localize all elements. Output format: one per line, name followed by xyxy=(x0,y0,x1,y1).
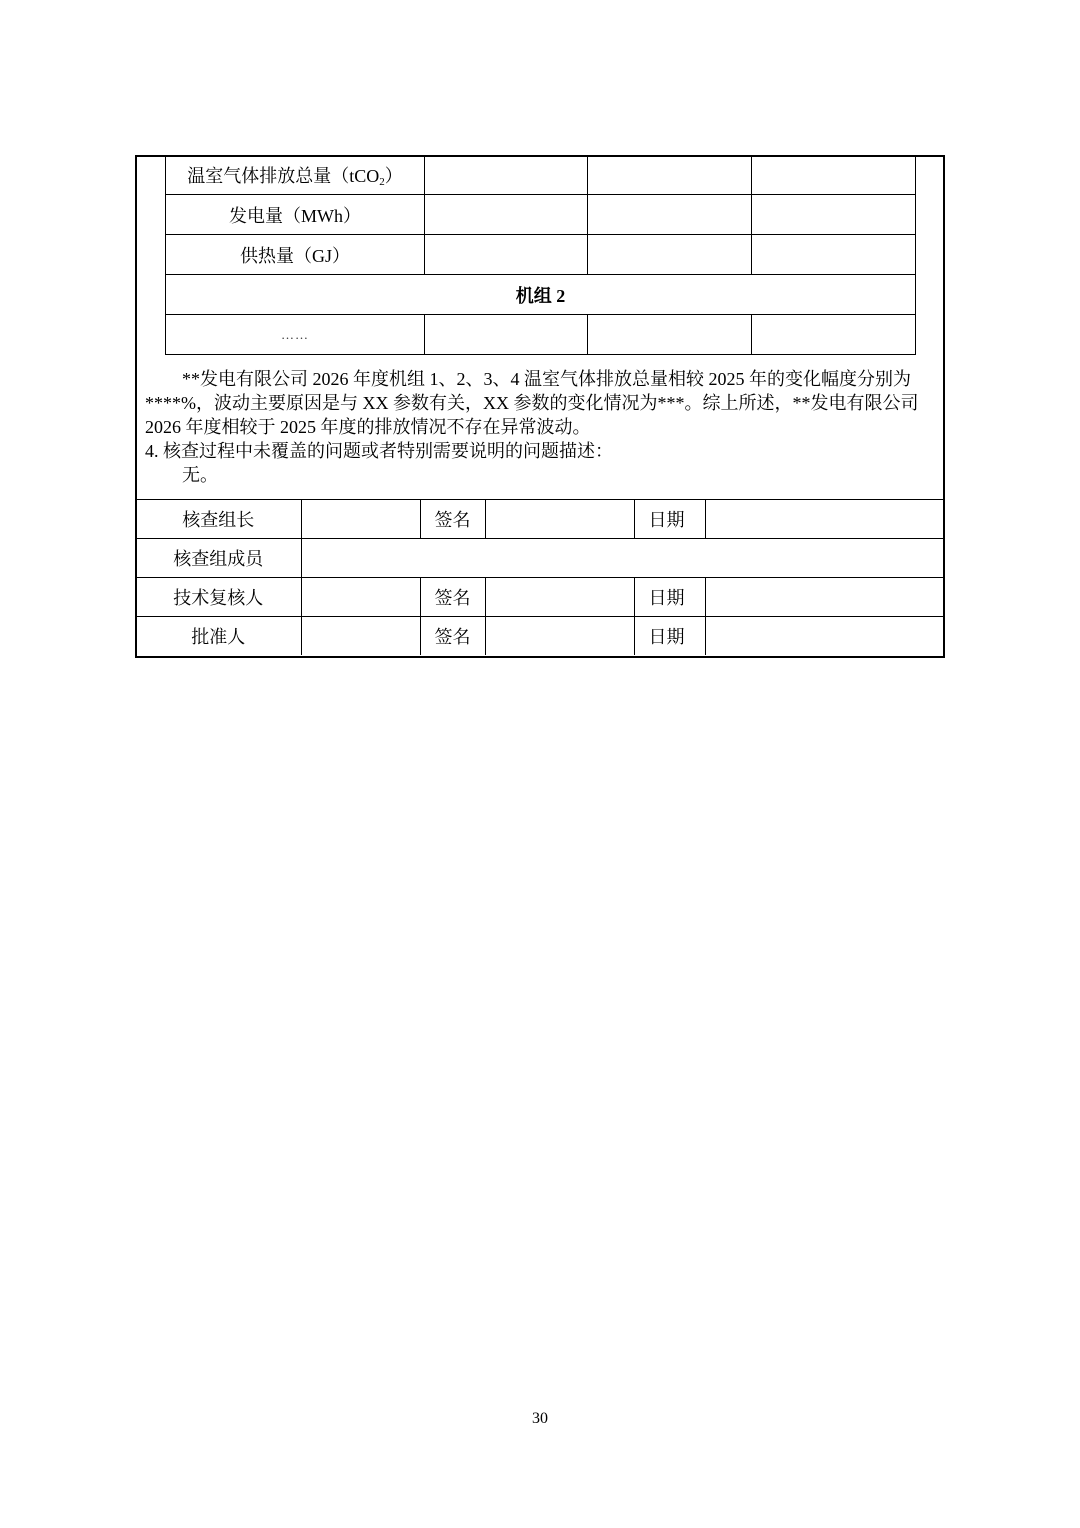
table-row xyxy=(166,315,916,355)
signoff-row-approver xyxy=(136,617,944,656)
item4-answer: 无。 xyxy=(182,465,218,485)
leader-date-field[interactable] xyxy=(705,500,944,539)
table-cell xyxy=(588,195,752,235)
table-cell xyxy=(752,235,916,275)
table-cell xyxy=(425,195,588,235)
sign-label: 签名 xyxy=(420,578,485,617)
date-label: 日期 xyxy=(634,617,705,656)
approver-signature-field[interactable] xyxy=(485,617,634,656)
table-row xyxy=(166,195,916,235)
table-cell xyxy=(588,155,752,195)
emission-data-table xyxy=(165,155,916,355)
signoff-table xyxy=(136,499,944,655)
table-cell xyxy=(425,155,588,195)
table-cell xyxy=(588,235,752,275)
signoff-row-leader xyxy=(136,500,944,539)
approver-name-field[interactable] xyxy=(301,617,420,656)
table-cell xyxy=(752,195,916,235)
signoff-row-reviewer xyxy=(136,578,944,617)
signoff-row-members xyxy=(136,539,944,578)
table-row xyxy=(166,275,916,315)
members-label: 核查组成员 xyxy=(136,539,301,578)
date-label: 日期 xyxy=(634,500,705,539)
date-label: 日期 xyxy=(634,578,705,617)
item4-heading: 4. 核查过程中未覆盖的问题或者特别需要说明的问题描述： xyxy=(145,441,613,461)
leader-name-field[interactable] xyxy=(301,500,420,539)
approver-label: 批准人 xyxy=(136,617,301,656)
table-row xyxy=(166,155,916,195)
members-field[interactable] xyxy=(301,539,944,578)
row-label-total-emission: 温室气体排放总量（tCO$_2$） xyxy=(166,155,425,195)
table-row xyxy=(166,235,916,275)
analysis-paragraph: **发电有限公司 2026 年度机组 1、2、3、4 温室气体排放总量相较 2025 年的变化幅度分别为****%，波动主要原因是与 XX 参数有关，XX 参数的变化情况为***。综上所述，**发电有限公司 2026 年度相较于 2025 年度的排放情况不存在异常波动。 xyxy=(145,369,919,437)
reviewer-label: 技术复核人 xyxy=(136,578,301,617)
unit-section-header: 机组 2 xyxy=(166,275,916,315)
leader-label: 核查组长 xyxy=(136,500,301,539)
sign-label: 签名 xyxy=(420,500,485,539)
table-cell xyxy=(752,315,916,355)
analysis-section xyxy=(145,367,941,487)
reviewer-date-field[interactable] xyxy=(705,578,944,617)
reviewer-name-field[interactable] xyxy=(301,578,420,617)
table-cell xyxy=(425,235,588,275)
page-number: 30 xyxy=(532,1410,548,1427)
ellipsis-cell: …… xyxy=(166,315,425,355)
reviewer-signature-field[interactable] xyxy=(485,578,634,617)
table-cell xyxy=(588,315,752,355)
table-cell xyxy=(425,315,588,355)
row-label-power-generation: 发电量（MWh） xyxy=(166,195,425,235)
sign-label: 签名 xyxy=(420,617,485,656)
table-cell xyxy=(752,155,916,195)
approver-date-field[interactable] xyxy=(705,617,944,656)
leader-signature-field[interactable] xyxy=(485,500,634,539)
row-label-heat-supply: 供热量（GJ） xyxy=(166,235,425,275)
